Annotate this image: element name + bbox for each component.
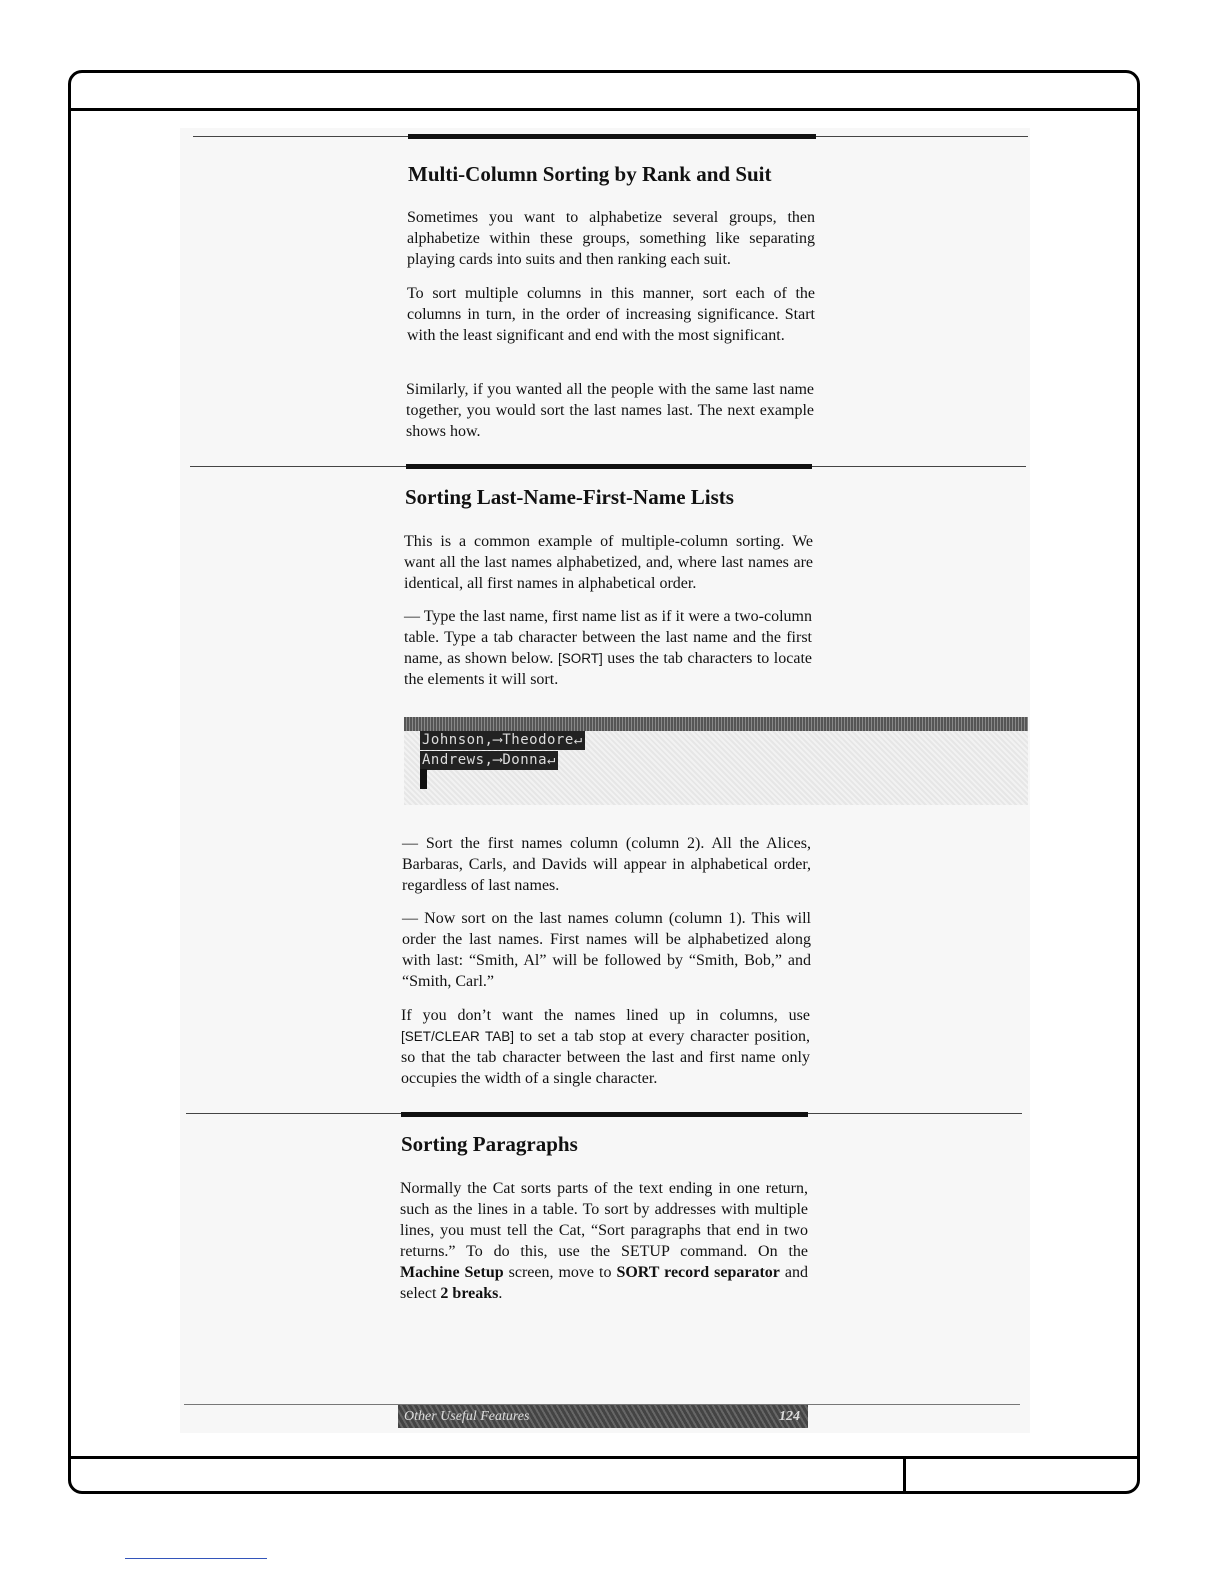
paragraph-text: and select [400,1264,808,1302]
text-cursor [420,769,427,789]
bold-term: 2 breaks [440,1285,499,1302]
bold-term: SORT record separator [616,1264,780,1281]
paragraph-text: — Type the last name, first name list as if it were a two-column table. Type a tab character between the last name and the first name, as shown below. [404,608,812,667]
section-rule-thick [401,1112,808,1117]
frame-footer-divider [903,1456,906,1494]
section-rule-thick [406,464,812,469]
screen-line: Andrews,⟶Donna↵ [422,752,556,768]
frame-header-rule [68,108,1140,111]
paragraph: — Sort the first names column (column 2). All the Alices, Barbaras, Carls, and Davids will appear in alphabetical order, regardless of last names. [402,835,811,894]
screen-capture-bar [404,717,1028,731]
paragraph-text: Normally the Cat sorts parts of the text ending in one return, such as the lines in a table. To sort by addresses with multiple lines, you must tell the Cat, “Sort paragraphs that end in two returns.” To do this, use the SETUP command. On the [400,1180,808,1260]
frame-footer-rule [68,1456,1140,1459]
paragraph [401,1005,810,1089]
paragraph [400,1178,808,1304]
paragraph-text: screen, move to [503,1264,617,1281]
bold-term: Machine Setup [400,1264,504,1281]
section-heading: Sorting Last-Name-First-Name Lists [405,485,734,509]
screen-line: Johnson,⟶Theodore↵ [422,732,583,748]
page-footer [398,1405,808,1428]
paragraph-text: . [498,1285,503,1302]
paragraph [404,606,812,690]
paragraph: This is a common example of multiple-column sorting. We want all the last names alphabetized, and, where last names are identical, all first names in alphabetical order. [404,533,813,592]
set-clear-tab-key-label: [SET/CLEAR TAB] [401,1029,514,1044]
paragraph: To sort multiple columns in this manner, sort each of the columns in turn, in the order of increasing significance. Start with the least significant and end with the most significant. [407,285,815,344]
section-rule-thick [408,134,816,139]
paragraph: Similarly, if you wanted all the people with the same last name together, you would sort the last names last. The next example shows how. [406,381,814,440]
footer-page-number: 124 [779,1409,800,1424]
paragraph-text: to set a tab stop at every character position, so that the tab character between the last and first name only occupies the width of a single character. [401,1028,810,1087]
paragraph: — Now sort on the last names column (column 1). This will order the last names. First names will be alphabetized along with last: “Smith, Al” will be followed by “Smith, Bob,” and “Smith, Carl.” [402,910,811,990]
paragraph-text: If you don’t want the names lined up in columns, use [401,1007,810,1024]
paragraph: Sometimes you want to alphabetize several groups, then alphabetize within these groups, something like separating playing cards into suits and then ranking each suit. [407,209,815,268]
footer-section-name: Other Useful Features [404,1409,530,1424]
link-underline [125,1558,267,1559]
sort-key-label: [SORT] [557,651,603,666]
section-heading: Multi-Column Sorting by Rank and Suit [408,162,772,186]
paragraph-text: uses the tab characters to locate the elements it will sort. [404,650,812,688]
section-heading: Sorting Paragraphs [401,1132,578,1156]
